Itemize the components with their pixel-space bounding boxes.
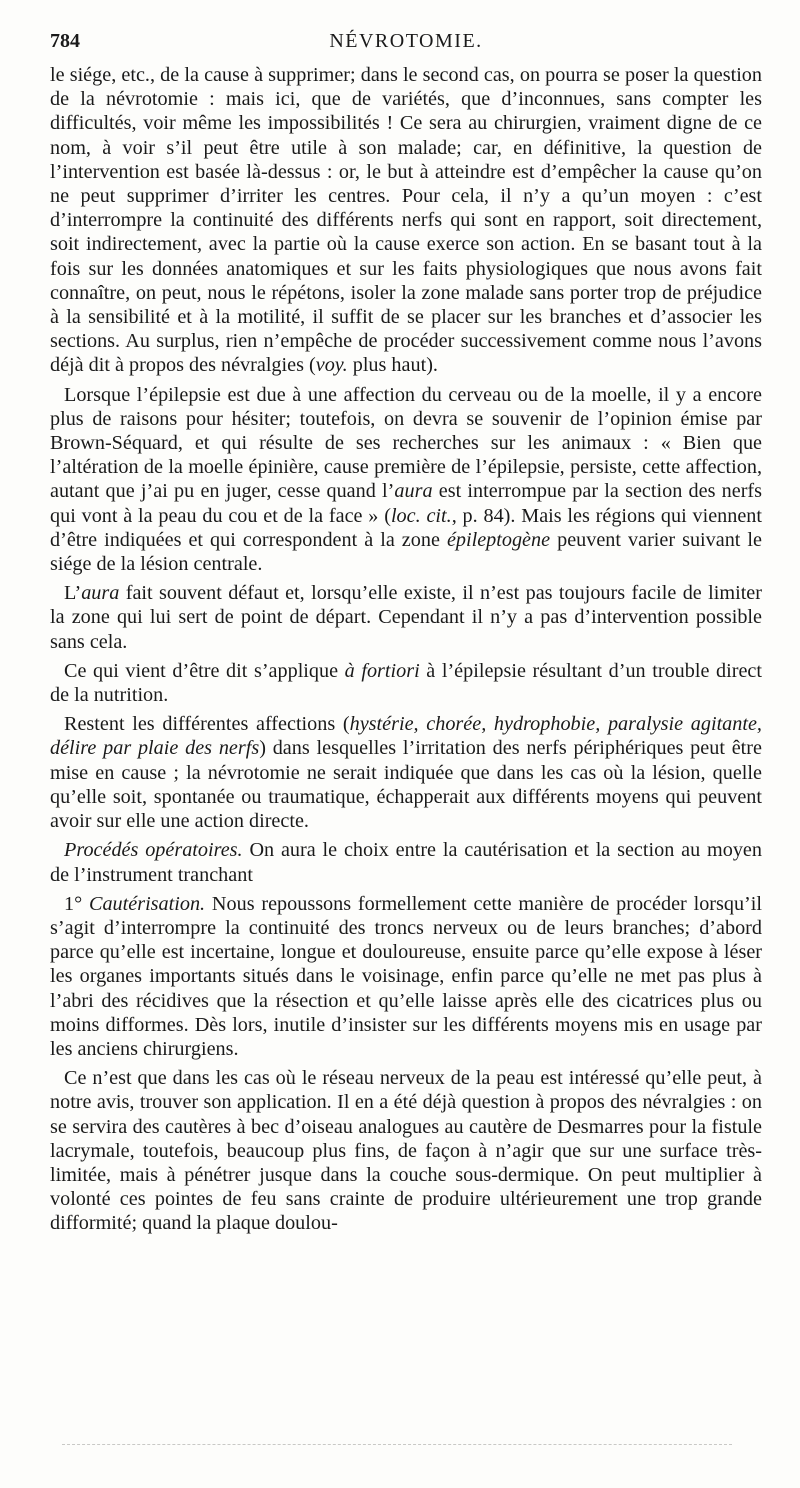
paragraph-cauterisation <box>50 892 762 1061</box>
text-run: 1° <box>64 892 89 915</box>
paragraph-3 <box>50 581 762 654</box>
text-run: Ce qui vient d’être dit s’applique <box>64 659 345 682</box>
italic-text: aura <box>81 582 120 605</box>
italic-text: Procédés opératoires. <box>64 839 243 862</box>
running-title: NÉVROTOMIE. <box>329 30 483 52</box>
italic-text: loc. cit. <box>390 504 452 527</box>
text-run: , p. 84). Mais les régions qui viennent d’être indiquées et qui correspondent à la zone <box>50 504 763 551</box>
text-run: Ce n’est que dans les cas où le réseau nerveux de la peau est intéressé qu’elle peut, à notre avis, trouver son application. Il en a été déjà question à propos des névralgies : on se servira des cautères à bec d’oiseau analogues au cautère de Desmarres pour la fistule lacrymale, toutefois, beaucoup plus fins, de façon à n’agir que sur une surface très-limitée, mais à pénétrer jusque dans la couche sous-dermique. On peut multiplier à volonté ces pointes de feu sans crainte de produire ultérieurement une trop grande difformité; quand la plaque doulou- <box>50 1067 762 1235</box>
text-run: L’ <box>64 582 82 605</box>
paragraph-5 <box>50 712 762 833</box>
text-run: Nous repoussons formellement cette manière de procéder lorsqu’il s’agit d’interrompre la continuité des troncs nerveux ou de leurs branches; d’abord parce qu’elle est incertaine, longue et douloureuse, ensuite parce qu’elle expose à léser les organes importants situés dans le voisinage, enfin parce qu’elle ne met pas plus à l’abri des récidives que la résection et qu’elle laisse après elle des cicatrices plus ou moins difformes. Dès lors, inutile d’insister sur les différents moyens mis en usage par les anciens chirurgiens. <box>50 892 762 1060</box>
text-run: plus haut). <box>347 354 438 377</box>
paragraph-4 <box>50 659 762 707</box>
italic-text: à fortiori <box>344 659 420 682</box>
text-run: Restent les différentes affections ( <box>64 713 350 736</box>
italic-text: aura <box>394 480 433 503</box>
text-run: Lorsque l’épilepsie est due à une affection du cerveau ou de la moelle, il y a encore plus de raisons pour hésiter; toutefois, on devra se souvenir de l’opinion émise par Brown-Séquard, et qui résulte de ses recherches sur les animaux : « Bien que l’altération de la moelle épinière, cause première de l’épilepsie, persiste, cette affection, autant que j’ai pu en juger, cesse quand l’ <box>50 383 762 503</box>
paragraph-1 <box>50 63 762 378</box>
italic-text: voy. <box>315 354 348 377</box>
italic-text: hystérie, chorée, hydrophobie, paralysie agitante, délire par plaie des nerfs <box>50 713 762 760</box>
text-run: On aura le choix entre la cautérisation et la section au moyen de l’instrument tranchant <box>50 839 762 886</box>
text-run: fait souvent défaut et, lorsqu’elle existe, il n’est pas toujours facile de limiter la zone qui lui sert de point de départ. Cependant il n’y a pas d’intervention possible sans cela. <box>50 582 762 653</box>
text-run: ) dans lesquelles l’irritation des nerfs périphériques peut être mise en cause ; la névrotomie ne serait indiquée que dans les cas où la lésion, quelle qu’elle soit, spontanée ou traumatique, échapperait aux différents moyens qui peuvent avoir sur elle une action directe. <box>50 737 762 833</box>
italic-text: Cautérisation. <box>89 892 206 915</box>
paragraph-2 <box>50 383 762 577</box>
italic-text: épileptogène <box>446 528 551 551</box>
body-text <box>50 63 762 1241</box>
paragraph-procedes <box>50 838 762 886</box>
page-number: 784 <box>50 30 80 52</box>
page-header <box>50 30 762 56</box>
footer-rule <box>62 1444 732 1445</box>
text-run: à l’épilepsie résultant d’un trouble direct de la nutrition. <box>50 659 762 707</box>
paragraph-8 <box>50 1066 762 1235</box>
text-run: est interrompue par la section des nerfs qui vont à la peau du cou et de la face » ( <box>50 480 762 527</box>
text-run: peuvent varier suivant le siége de la lésion centrale. <box>50 528 763 576</box>
text-run: le siége, etc., de la cause à supprimer; dans le second cas, on pourra se poser la question de la névrotomie : mais ici, que de variétés, que d’inconnues, sans compter les difficultés, voir même les impossibilités ! Ce sera au chirurgien, vraiment digne de ce nom, à voir s’il peut être utile à son malade; car, en définitive, la question de l’intervention est basée là-dessus : or, le but à atteindre est d’empêcher la cause qu’on ne peut supprimer d’irriter les centres. Pour cela, il n’y a qu’un moyen : c’est d’interrompre la continuité des différents nerfs qui sont en rapport, soit directement, soit indirectement, avec la partie où la cause exerce son action. En se basant tout à la fois sur les données anatomiques et sur les faits physiologiques que nous avons fait connaître, on peut, nous le répétons, isoler la zone malade sans porter trop de préjudice à la sensibilité et à la motilité, il suffit de se placer sur les branches et d’associer les sections. Au surplus, rien n’empêche de procéder successivement comme nous l’avons déjà dit à propos des névralgies ( <box>50 64 762 377</box>
